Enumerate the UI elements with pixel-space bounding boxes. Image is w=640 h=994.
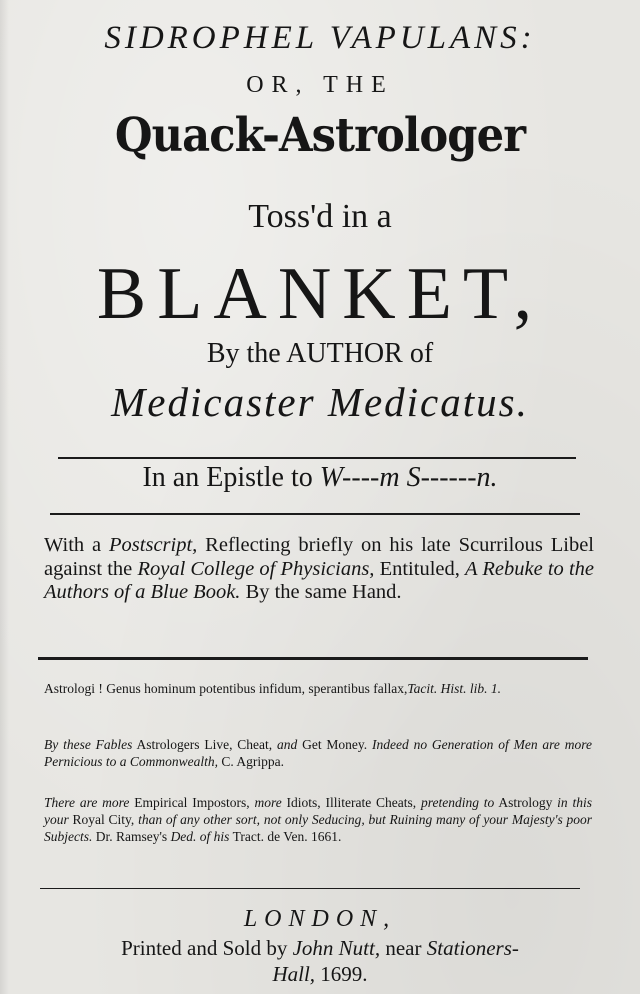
quote-ramsey-k: Ded. of his (170, 829, 230, 844)
epistle-name: W----m S------n. (319, 462, 498, 493)
imprint-printer: John Nutt, (292, 936, 381, 960)
title-line-quack-astrologer: Quack-Astrologer (114, 108, 526, 163)
postscript-italic-3: A Rebuke to the Authors of a Blue Book. (44, 557, 595, 603)
rule-above-quotes (38, 657, 588, 660)
postscript-paragraph (44, 534, 594, 605)
epistle-line (0, 462, 640, 494)
quote-agrippa-a: By these Fables (44, 737, 133, 752)
quote-ramsey-e: pretending to (420, 795, 495, 810)
quote-tacitus (44, 680, 592, 697)
quote-ramsey (44, 794, 592, 845)
page-edge-shadow (0, 0, 9, 994)
imprint-hall: Hall, (272, 962, 316, 986)
rule-above-epistle (58, 457, 576, 459)
imprint-city: LONDON, (243, 906, 397, 932)
imprint-line-1 (0, 936, 640, 961)
title-line-author: By the AUTHOR of (206, 338, 434, 369)
imprint-line-2 (0, 962, 640, 987)
quote-tacitus-text: Astrologi ! Genus hominum potentibus infidum, sperantibus fallax, (44, 681, 408, 696)
quote-ramsey-j: Dr. Ramsey's (92, 829, 171, 844)
quote-ramsey-b: Empirical Impostors, (129, 795, 255, 810)
quote-ramsey-f: Astrology (494, 795, 558, 810)
quote-agrippa-b: Astrologers Live, Cheat, (132, 737, 277, 752)
postscript-italic-1: Postscript, (109, 534, 198, 556)
imprint-near: near (380, 936, 427, 960)
imprint-printed: Printed and Sold by (121, 936, 293, 960)
quote-ramsey-g: in this your (44, 795, 592, 827)
title-line-tossd: Toss'd in a (248, 198, 392, 235)
quote-agrippa-e: Indeed no Generation of Men are more Pernicious to a Commonwealth, (44, 737, 592, 769)
rule-above-imprint (40, 888, 580, 889)
epistle-prefix: In an Epistle to (142, 462, 320, 493)
title-line-blanket: BLANKET, (96, 253, 544, 335)
imprint-stationers: Stationers- (426, 936, 519, 960)
postscript-text-1: With a (44, 534, 110, 556)
title-line-or-the: OR, THE (246, 72, 394, 98)
quote-agrippa (44, 736, 592, 770)
quote-ramsey-a: There are more (44, 795, 130, 810)
quote-ramsey-l: Tract. de Ven. 1661. (229, 829, 342, 844)
quote-tacitus-cite: Tacit. Hist. lib. 1. (407, 681, 501, 696)
title-line-sidrophel: SIDROPHEL VAPULANS: (104, 20, 536, 56)
rule-below-epistle (50, 513, 580, 515)
postscript-text-2: Reflecting briefly on his late Scurrilous Libel against the (44, 534, 594, 580)
quote-agrippa-d: Get Money. (297, 737, 373, 752)
postscript-italic-2: Royal College of Physicians, (137, 557, 375, 580)
postscript-text-3: Entituled, (374, 557, 466, 580)
imprint-year: 1699. (315, 962, 368, 986)
quote-agrippa-c: and (277, 737, 298, 752)
quote-ramsey-d: Idiots, Illiterate Cheats, (281, 795, 421, 810)
quote-ramsey-c: more (254, 795, 282, 810)
postscript-text-4: By the same Hand. (240, 581, 402, 603)
quote-agrippa-f: C. Agrippa. (218, 754, 284, 769)
quote-ramsey-h: Royal City, (68, 812, 139, 827)
title-line-medicaster: Medicaster Medicatus. (111, 379, 529, 425)
quote-ramsey-i: than of any other sort, not only Seducing, but Ruining many of your Majesty's poor Subjects. (44, 812, 592, 844)
